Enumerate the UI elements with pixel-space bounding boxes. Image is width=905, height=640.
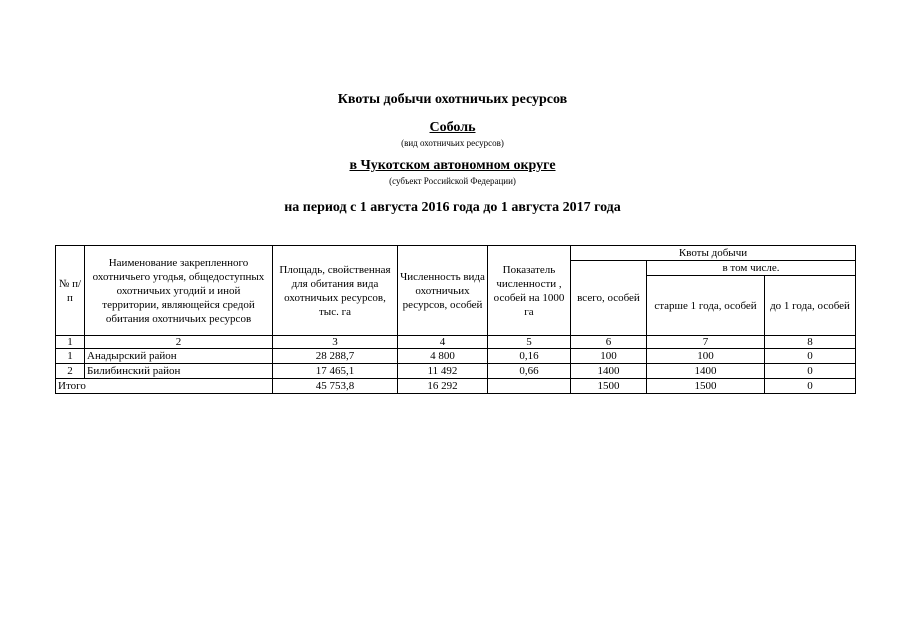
column-number: 8	[765, 336, 856, 349]
column-number: 3	[273, 336, 398, 349]
table-row	[56, 364, 856, 379]
row-population: 4 800	[398, 349, 488, 364]
row-total: 1400	[571, 364, 647, 379]
row-area: 17 465,1	[273, 364, 398, 379]
column-number: 6	[571, 336, 647, 349]
resource-note: (вид охотничьих ресурсов)	[401, 138, 504, 148]
total-population: 16 292	[398, 379, 488, 394]
column-number: 7	[647, 336, 765, 349]
row-density: 0,66	[488, 364, 571, 379]
period-heading: на период с 1 августа 2016 года до 1 августа 2017 года	[284, 200, 621, 215]
column-number: 1	[56, 336, 85, 349]
resource-name: Соболь	[429, 120, 476, 135]
row-older: 1400	[647, 364, 765, 379]
header-density: Показатель численности , особей на 1000 га	[488, 246, 571, 336]
column-number: 4	[398, 336, 488, 349]
header-quotas: Квоты добычи	[571, 246, 856, 261]
document-title: Квоты добычи охотничьих ресурсов	[337, 92, 568, 107]
total-density	[488, 379, 571, 394]
region-note: (субъект Российской Федерации)	[389, 176, 516, 186]
header-total: всего, особей	[571, 261, 647, 336]
row-younger: 0	[765, 364, 856, 379]
column-numbers-row	[56, 336, 856, 349]
total-row	[56, 379, 856, 394]
total-total: 1500	[571, 379, 647, 394]
total-younger: 0	[765, 379, 856, 394]
quota-table	[55, 245, 856, 394]
total-area: 45 753,8	[273, 379, 398, 394]
row-younger: 0	[765, 349, 856, 364]
header-area: Площадь, свойственная для обитания вида охотничьих ресурсов, тыс. га	[273, 246, 398, 336]
row-area: 28 288,7	[273, 349, 398, 364]
row-older: 100	[647, 349, 765, 364]
row-density: 0,16	[488, 349, 571, 364]
header-younger: до 1 года, особей	[765, 276, 856, 336]
header-population: Численность вида охотничьих ресурсов, особей	[398, 246, 488, 336]
row-population: 11 492	[398, 364, 488, 379]
row-name: Анадырский район	[85, 349, 273, 364]
total-label: Итого	[56, 379, 273, 394]
header-num: № п/п	[56, 246, 85, 336]
header-name: Наименование закрепленного охотничьего угодья, общедоступных охотничьих угодий и иной территории, являющейся средой обитания охотничьих ресурсов	[85, 246, 273, 336]
row-total: 100	[571, 349, 647, 364]
row-num: 2	[56, 364, 85, 379]
table-row	[56, 349, 856, 364]
header-older: старше 1 года, особей	[647, 276, 765, 336]
column-number: 2	[85, 336, 273, 349]
row-name: Билибинский район	[85, 364, 273, 379]
column-number: 5	[488, 336, 571, 349]
header-including: в том числе.	[647, 261, 856, 276]
row-num: 1	[56, 349, 85, 364]
total-older: 1500	[647, 379, 765, 394]
region-name: в Чукотском автономном округе	[349, 158, 556, 173]
